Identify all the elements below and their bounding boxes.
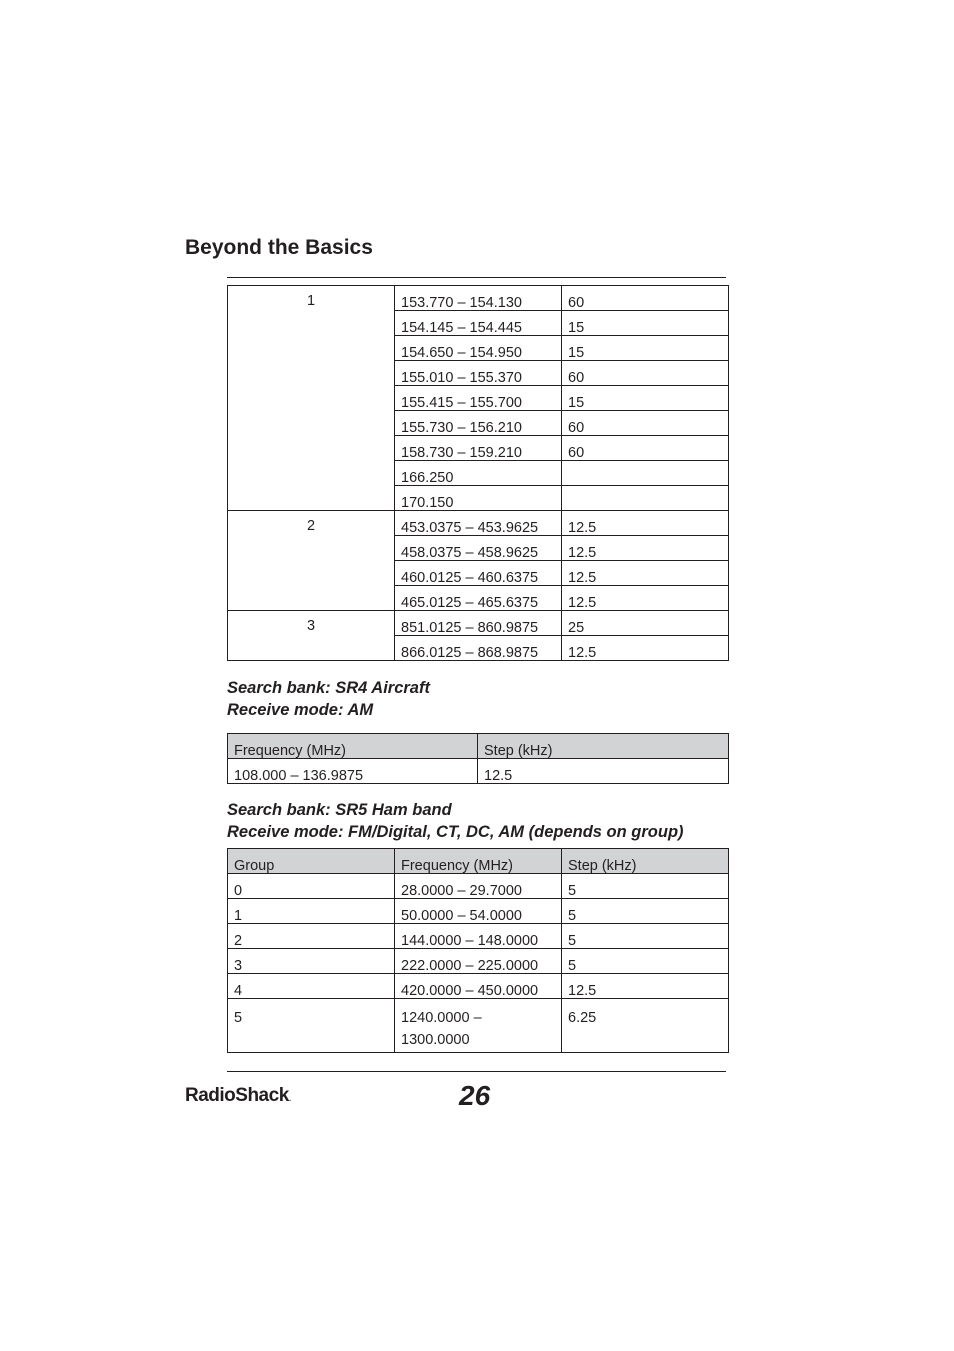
frequency-cell: 154.145 – 154.445 xyxy=(395,311,562,336)
sr5-group-cell: 1 xyxy=(228,899,395,924)
radioshack-logo xyxy=(185,1085,291,1107)
sr5-group-cell: 2 xyxy=(228,924,395,949)
frequency-cell: 155.415 – 155.700 xyxy=(395,386,562,411)
frequency-cell: 460.0125 – 460.6375 xyxy=(395,561,562,586)
step-cell: 60 xyxy=(562,411,729,436)
step-cell: 12.5 xyxy=(562,511,729,536)
brand-mark: . xyxy=(288,1093,292,1104)
frequency-cell: 458.0375 – 458.9625 xyxy=(395,536,562,561)
sr5-header-row xyxy=(228,849,729,874)
sr5-frequency-cell: 222.0000 – 225.0000 xyxy=(395,949,562,974)
sr4-mode-line: Receive mode: AM xyxy=(227,701,374,719)
sr5-header-step: Step (kHz) xyxy=(562,849,729,874)
sr5-group-cell: 5 xyxy=(228,999,395,1053)
step-cell xyxy=(562,461,729,486)
sr5-header-group: Group xyxy=(228,849,395,874)
sr5-table xyxy=(227,848,729,1053)
sr5-header-frequency: Frequency (MHz) xyxy=(395,849,562,874)
sr4-table xyxy=(227,733,729,784)
frequency-cell: 465.0125 – 465.6375 xyxy=(395,586,562,611)
table-row xyxy=(228,511,729,536)
table-row xyxy=(228,611,729,636)
group-number-cell: 2 xyxy=(228,511,395,611)
sr5-step-cell: 5 xyxy=(562,874,729,899)
frequency-cell: 453.0375 – 453.9625 xyxy=(395,511,562,536)
frequency-cell: 866.0125 – 868.9875 xyxy=(395,636,562,661)
sr5-step-cell: 6.25 xyxy=(562,999,729,1053)
sr5-step-cell: 5 xyxy=(562,899,729,924)
sr5-frequency-cell: 144.0000 – 148.0000 xyxy=(395,924,562,949)
step-cell: 60 xyxy=(562,361,729,386)
sr5-step-cell: 12.5 xyxy=(562,974,729,999)
sr5-group-cell: 0 xyxy=(228,874,395,899)
table-row xyxy=(228,974,729,999)
step-cell: 15 xyxy=(562,336,729,361)
step-cell: 60 xyxy=(562,436,729,461)
sr5-bank-line: Search bank: SR5 Ham band xyxy=(227,801,452,819)
table-row xyxy=(228,899,729,924)
sr5-step-cell: 5 xyxy=(562,949,729,974)
sr5-frequency-cell: 50.0000 – 54.0000 xyxy=(395,899,562,924)
table-row xyxy=(228,286,729,311)
sr5-group-cell: 3 xyxy=(228,949,395,974)
group-number-cell: 1 xyxy=(228,286,395,511)
sr5-frequency-cell: 420.0000 – 450.0000 xyxy=(395,974,562,999)
step-cell xyxy=(562,486,729,511)
step-cell: 12.5 xyxy=(562,636,729,661)
frequency-cell: 155.730 – 156.210 xyxy=(395,411,562,436)
step-cell: 25 xyxy=(562,611,729,636)
sr5-mode-line: Receive mode: FM/Digital, CT, DC, AM (depends on group) xyxy=(227,823,684,841)
group-number-cell: 3 xyxy=(228,611,395,661)
header-rule xyxy=(227,277,726,278)
step-cell: 12.5 xyxy=(562,536,729,561)
group-frequency-table xyxy=(227,285,729,661)
sr4-caption xyxy=(227,677,430,721)
footer-rule xyxy=(227,1071,726,1072)
frequency-cell: 155.010 – 155.370 xyxy=(395,361,562,386)
sr5-group-cell: 4 xyxy=(228,974,395,999)
sr5-frequency-cell: 1240.0000 – 1300.0000 xyxy=(395,999,562,1053)
frequency-cell: 154.650 – 154.950 xyxy=(395,336,562,361)
step-cell: 15 xyxy=(562,386,729,411)
table-row xyxy=(228,949,729,974)
frequency-cell: 170.150 xyxy=(395,486,562,511)
frequency-cell: 158.730 – 159.210 xyxy=(395,436,562,461)
table-row xyxy=(228,999,729,1053)
page-number: 26 xyxy=(459,1080,491,1111)
step-cell: 12.5 xyxy=(562,586,729,611)
sr4-header-row xyxy=(228,734,729,759)
step-cell: 12.5 xyxy=(562,561,729,586)
sr5-step-cell: 5 xyxy=(562,924,729,949)
sr4-header-step: Step (kHz) xyxy=(478,734,729,759)
table-row xyxy=(228,924,729,949)
sr4-frequency-cell: 108.000 – 136.9875 xyxy=(228,759,478,784)
step-cell: 60 xyxy=(562,286,729,311)
sr5-frequency-cell: 28.0000 – 29.7000 xyxy=(395,874,562,899)
table-row xyxy=(228,759,729,784)
step-cell: 15 xyxy=(562,311,729,336)
sr4-header-frequency: Frequency (MHz) xyxy=(228,734,478,759)
table-row xyxy=(228,874,729,899)
sr5-caption xyxy=(227,799,684,843)
frequency-cell: 153.770 – 154.130 xyxy=(395,286,562,311)
frequency-cell: 851.0125 – 860.9875 xyxy=(395,611,562,636)
sr4-step-cell: 12.5 xyxy=(478,759,729,784)
brand-name: RadioShack xyxy=(185,1085,289,1106)
sr4-bank-line: Search bank: SR4 Aircraft xyxy=(227,679,430,697)
section-title: Beyond the Basics xyxy=(185,236,373,259)
frequency-cell: 166.250 xyxy=(395,461,562,486)
